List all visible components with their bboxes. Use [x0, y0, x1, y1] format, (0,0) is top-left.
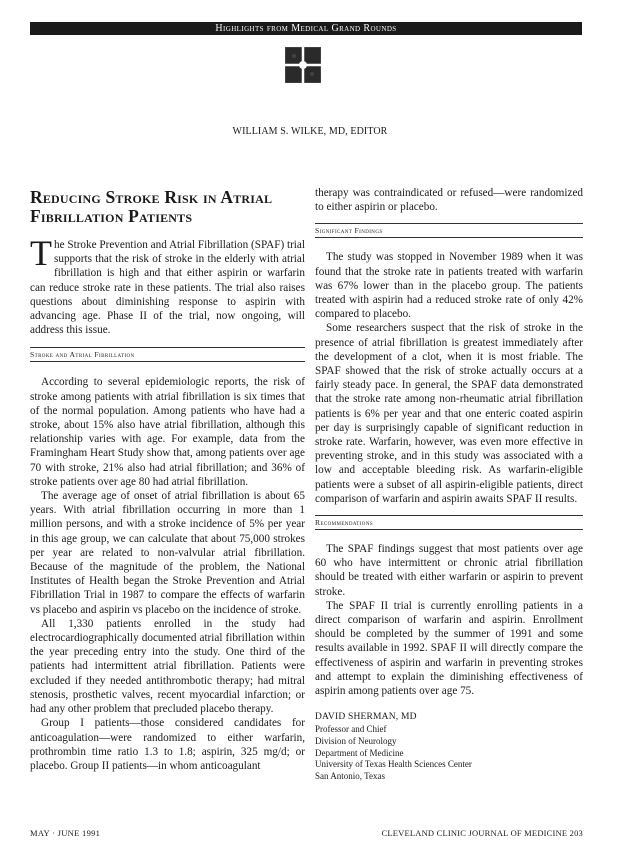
continuation-paragraph: therapy was contraindicated or refused—were randomized to either aspirin or placebo.: [315, 187, 583, 214]
cross-puzzle-logo-icon: [285, 47, 321, 83]
body-paragraph: Group I patients—those considered candidates for anticoagulation—were randomized to either warfarin, prothrombin time ratio 1.3 to 1.8; aspirin, 325 mg/d; or placebo. Group II patients—in whom anticoagulant: [30, 717, 305, 772]
section-heading-stroke: Stroke and Atrial Fibrillation: [30, 347, 305, 362]
section-heading-recommendations: Recommendations: [315, 515, 583, 530]
right-column: [315, 186, 583, 783]
drop-cap: T: [30, 233, 52, 273]
left-column: [30, 188, 305, 773]
lead-paragraph: [30, 233, 305, 337]
section-heading-findings: Significant Findings: [315, 223, 583, 238]
body-paragraph: The study was stopped in November 1989 when it was found that the stroke rate in patients treated with warfarin was 67% lower than in the placebo group. The patients treated with aspirin had a reduced stroke rate of only 42% compared to placebo.: [315, 251, 583, 321]
section-banner: Highlights from Medical Grand Rounds: [30, 22, 582, 35]
author-department: Department of Medicine: [315, 747, 404, 758]
body-paragraph: Some researchers suspect that the risk of stroke in the presence of atrial fibrillation is greatest immediately after the development of a clot, when it is most friable. The SPAF showed that the risk of stroke actually occurs at a fairly steady pace. In general, the SPAF data demonstrated that the stroke rate among non-rheumatic atrial fibrillation patients is 6% per year and that one enteric coated aspirin per day is surprisingly capable of significant reduction in stroke rate. Warfarin, however, was even more effective in preventing stroke, and in this study was associated with a low and acceptable bleeding risk. As warfarin-eligible patients were a subset of all aspirin-eligible patients, direct comparison of warfarin and aspirin awaits SPAF II results.: [315, 322, 583, 505]
author-title: Professor and Chief: [315, 724, 387, 735]
author-division: Division of Neurology: [315, 735, 397, 746]
article-title: Reducing Stroke Risk in Atrial Fibrillation Patients: [30, 187, 273, 226]
footer-journal-page: CLEVELAND CLINIC JOURNAL OF MEDICINE 203: [381, 828, 583, 838]
author-location: San Antonio, Texas: [315, 771, 385, 782]
author-institution: University of Texas Health Sciences Center: [315, 759, 472, 770]
author-signature: [315, 712, 583, 783]
body-paragraph: The average age of onset of atrial fibrillation is about 65 years. With atrial fibrillation occurring in more than 1 million persons, and with a stroke incidence of 5% per year in this age group, we can calculate that about 75,000 strokes per year are related to non-valvular atrial fibrillation. Because of the magnitude of the problem, the National Institutes of Health began the Stroke Prevention and Atrial Fibrillation Trial in 1987 to compare the effects of warfarin vs placebo and aspirin vs placebo on the incidence of stroke.: [30, 490, 305, 616]
footer-date: MAY · JUNE 1991: [30, 828, 101, 838]
body-paragraph: The SPAF findings suggest that most patients over age 60 who have intermittent or chronic atrial fibrillation should be treated with either warfarin or aspirin to prevent stroke.: [315, 543, 583, 598]
lead-text: he Stroke Prevention and Atrial Fibrillation (SPAF) trial supports that the risk of stroke in the elderly with atrial fibrillation is high and that either aspirin or warfarin can reduce stroke rate in these patients. The trial also raises questions about diminishing response to aspirin with advancing age. Phase II of the trial, now ongoing, will address this issue.: [30, 239, 305, 337]
body-paragraph: All 1,330 patients enrolled in the study had electrocardiographically documented atrial fibrillation within the year preceding entry into the study. One third of the patients had intermittent atrial fibrillation. Patients were excluded if they needed antithrombotic therapy; had mitral stenosis, prosthetic valves, recent myocardial infarction; or had any other problem that precluded placebo therapy.: [30, 617, 305, 716]
body-paragraph: The SPAF II trial is currently enrolling patients in a direct comparison of warfarin and aspirin. Enrollment should be completed by the summer of 1991 and some results available in 1992. SPAF II will directly compare the effectiveness of aspirin and warfarin in preventing strokes and attempt to explain the diminishing effectiveness of aspirin among patients over age 75.: [315, 599, 583, 698]
body-paragraph: According to several epidemiologic reports, the risk of stroke among patients with atrial fibrillation is six times that of the normal population. Among patients who have had a stroke, about 15% also have atrial fibrillation, although this relationship varies with age. For example, data from the Framingham Heart Study show that, among patients over age 70 with stroke, 21% also had atrial fibrillation; and 36% of stroke patients over age 80 had atrial fibrillation.: [30, 376, 305, 488]
author-name: DAVID SHERMAN, MD: [315, 712, 417, 723]
editor-credit: WILLIAM S. WILKE, MD, EDITOR: [232, 126, 388, 137]
